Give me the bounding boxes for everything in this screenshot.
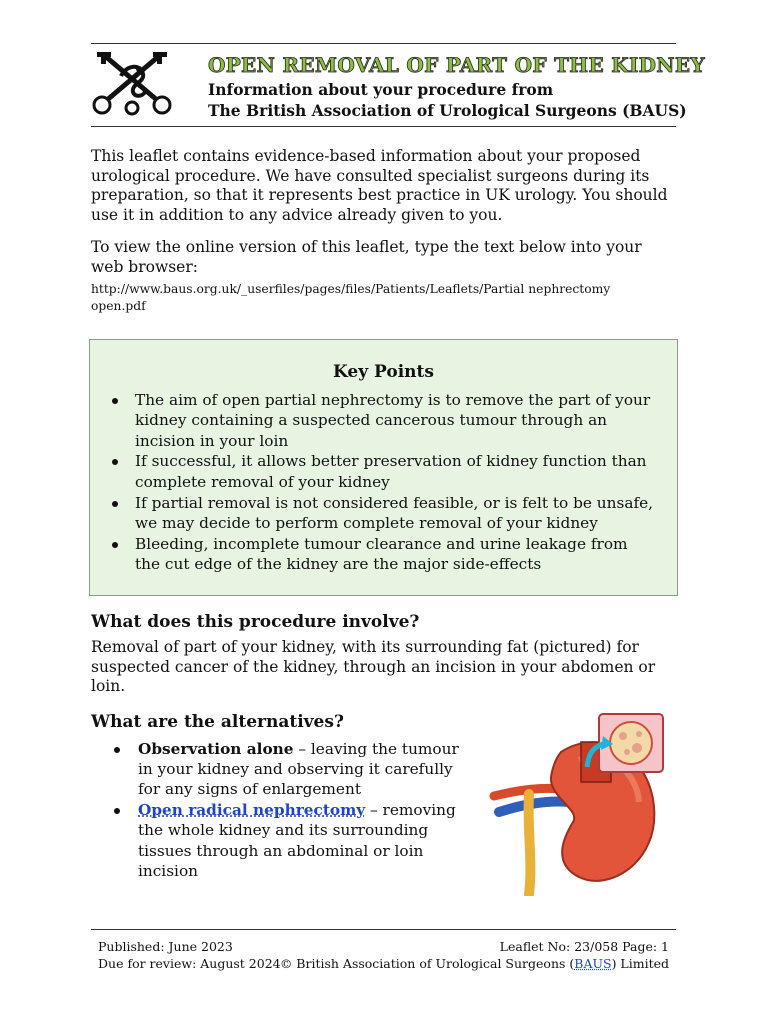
alternative-item-radical-nephrectomy bbox=[111, 800, 461, 881]
radical-nephrectomy-link[interactable]: Open radical nephrectomy bbox=[138, 801, 366, 820]
footer-left bbox=[98, 939, 281, 972]
key-point-item: If successful, it allows better preservation of kidney function than complete removal of your kidney bbox=[109, 451, 654, 492]
leaflet-url[interactable] bbox=[91, 281, 681, 315]
url-line-1: http://www.baus.org.uk/_userfiles/pages/files/Patients/Leaflets/Partial nephrectomy bbox=[91, 282, 611, 296]
observation-text: – leaving the tumour in your kidney and observing it carefully for any signs of enlargement bbox=[138, 740, 459, 799]
subtitle-line-2: The British Association of Urological Surgeons (BAUS) bbox=[208, 101, 687, 120]
baus-crossed-keys-logo-icon bbox=[91, 48, 173, 116]
key-point-item: The aim of open partial nephrectomy is to remove the part of your kidney containing a suspected cancerous tumour through an incision in your loin bbox=[109, 390, 654, 451]
copyright-prefix: © British Association of Urological Surgeons ( bbox=[279, 955, 575, 971]
alternatives-list bbox=[111, 739, 461, 882]
copyright-suffix: ) Limited bbox=[611, 955, 669, 971]
leaflet-number: Leaflet No: 23/058 Page: 1 bbox=[499, 939, 669, 954]
key-points-title: Key Points bbox=[333, 362, 434, 382]
baus-link[interactable]: BAUS bbox=[574, 955, 612, 971]
key-point-item: Bleeding, incomplete tumour clearance and urine leakage from the cut edge of the kidney are the major side-effects bbox=[109, 534, 654, 575]
header-bottom-rule bbox=[91, 126, 676, 127]
online-version-text: To view the online version of this leaflet, type the text below into your web browser: bbox=[91, 238, 642, 276]
copyright bbox=[280, 956, 669, 973]
key-points-box bbox=[89, 339, 678, 596]
header-top-rule bbox=[91, 43, 676, 44]
procedure-heading: What does this procedure involve? bbox=[91, 612, 420, 632]
footer-rule bbox=[91, 929, 676, 930]
key-point-item: If partial removal is not considered feasible, or is felt to be unsafe, we may decide to perform complete removal of your kidney bbox=[109, 493, 654, 534]
leaflet-page bbox=[91, 0, 705, 1024]
subtitle-line-1: Information about your procedure from bbox=[208, 80, 554, 99]
intro-paragraph: This leaflet contains evidence-based information about your proposed urological procedure. We have consulted specialist surgeons during its preparation, so that it represents best practice in UK urology. You should use it in addition to any advice already given to you. bbox=[91, 147, 668, 224]
key-points-list bbox=[109, 390, 654, 575]
footer-right bbox=[280, 939, 669, 972]
procedure-text: Removal of part of your kidney, with its surrounding fat (pictured) for suspected cancer of the kidney, through an incision in your abdomen or loin. bbox=[91, 638, 656, 695]
published-date: Published: June 2023 bbox=[98, 939, 233, 954]
review-date: Due for review: August 2024 bbox=[98, 955, 281, 971]
leaflet-subtitle bbox=[208, 79, 687, 121]
radical-nephrectomy-text: – removing the whole kidney and its surrounding tissues through an abdominal or loin incision bbox=[138, 801, 456, 880]
alternatives-heading: What are the alternatives? bbox=[91, 712, 344, 732]
alternative-item-observation bbox=[111, 739, 461, 800]
url-line-2: open.pdf bbox=[91, 299, 146, 313]
leaflet-title: OPEN REMOVAL OF PART OF THE KIDNEY bbox=[208, 53, 705, 77]
observation-label: Observation alone bbox=[138, 740, 294, 758]
kidney-illustration-icon bbox=[489, 712, 671, 896]
